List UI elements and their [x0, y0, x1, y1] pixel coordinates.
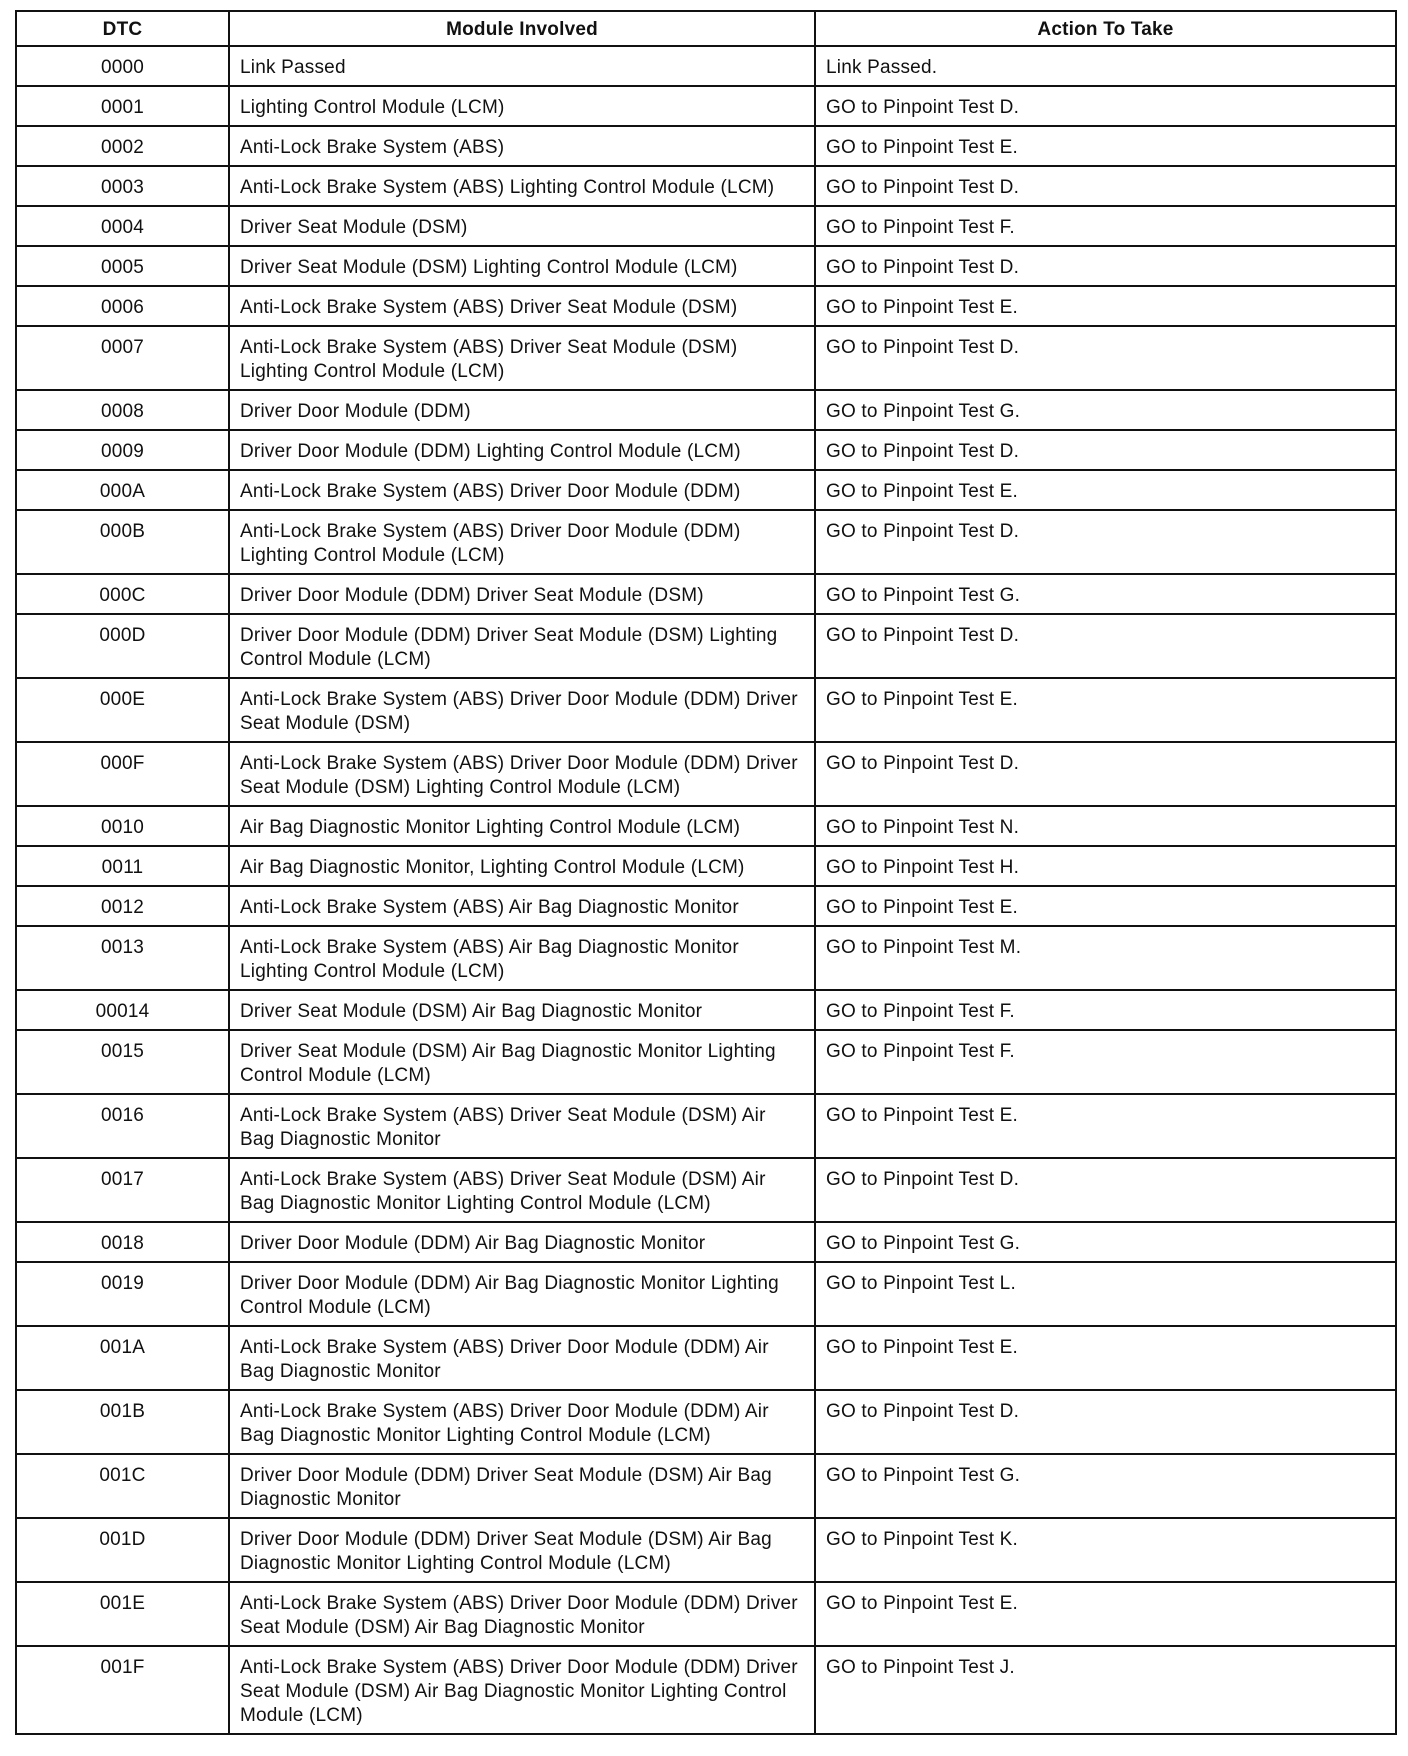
module-involved: Driver Door Module (DDM) Air Bag Diagnostic Monitor Lighting Control Module (LCM): [229, 1262, 815, 1326]
module-involved: Anti-Lock Brake System (ABS) Driver Door Module (DDM) Driver Seat Module (DSM) Lighting Control Module (LCM): [229, 742, 815, 806]
action-to-take: GO to Pinpoint Test E.: [815, 1094, 1396, 1158]
table-row: [16, 1454, 1396, 1518]
dtc-code: 0012: [16, 886, 229, 926]
module-involved: Anti-Lock Brake System (ABS) Driver Door Module (DDM) Driver Seat Module (DSM): [229, 678, 815, 742]
dtc-code: 0004: [16, 206, 229, 246]
dtc-code: 000A: [16, 470, 229, 510]
dtc-code: 001A: [16, 1326, 229, 1390]
action-to-take: GO to Pinpoint Test N.: [815, 806, 1396, 846]
header-action-to-take: Action To Take: [815, 11, 1396, 46]
table-row: [16, 886, 1396, 926]
action-to-take: GO to Pinpoint Test E.: [815, 886, 1396, 926]
action-to-take: GO to Pinpoint Test G.: [815, 574, 1396, 614]
dtc-code: 0005: [16, 246, 229, 286]
module-involved: Driver Seat Module (DSM) Lighting Control Module (LCM): [229, 246, 815, 286]
dtc-code: 00014: [16, 990, 229, 1030]
dtc-code: 000D: [16, 614, 229, 678]
action-to-take: GO to Pinpoint Test D.: [815, 246, 1396, 286]
table-row: [16, 1646, 1396, 1734]
dtc-table-sheet: [15, 10, 1395, 1735]
table-row: [16, 510, 1396, 574]
module-involved: Anti-Lock Brake System (ABS) Air Bag Diagnostic Monitor: [229, 886, 815, 926]
dtc-code: 0008: [16, 390, 229, 430]
dtc-code: 001D: [16, 1518, 229, 1582]
action-to-take: GO to Pinpoint Test G.: [815, 1222, 1396, 1262]
module-involved: Driver Seat Module (DSM) Air Bag Diagnostic Monitor Lighting Control Module (LCM): [229, 1030, 815, 1094]
module-involved: Driver Door Module (DDM) Driver Seat Module (DSM): [229, 574, 815, 614]
module-involved: Anti-Lock Brake System (ABS) Driver Seat Module (DSM) Air Bag Diagnostic Monitor: [229, 1094, 815, 1158]
dtc-code: 000E: [16, 678, 229, 742]
action-to-take: GO to Pinpoint Test F.: [815, 1030, 1396, 1094]
module-involved: Anti-Lock Brake System (ABS) Driver Door Module (DDM): [229, 470, 815, 510]
module-involved: Anti-Lock Brake System (ABS) Driver Door Module (DDM) Lighting Control Module (LCM): [229, 510, 815, 574]
dtc-code: 0019: [16, 1262, 229, 1326]
table-row: [16, 86, 1396, 126]
module-involved: Driver Door Module (DDM) Driver Seat Module (DSM) Air Bag Diagnostic Monitor: [229, 1454, 815, 1518]
module-involved: Anti-Lock Brake System (ABS) Driver Door Module (DDM) Air Bag Diagnostic Monitor Lighting Control Module (LCM): [229, 1390, 815, 1454]
action-to-take: GO to Pinpoint Test E.: [815, 126, 1396, 166]
dtc-code: 0018: [16, 1222, 229, 1262]
module-involved: Air Bag Diagnostic Monitor, Lighting Control Module (LCM): [229, 846, 815, 886]
action-to-take: GO to Pinpoint Test D.: [815, 430, 1396, 470]
table-body: [16, 46, 1396, 1734]
table-header-row: [16, 11, 1396, 46]
action-to-take: GO to Pinpoint Test D.: [815, 86, 1396, 126]
table-row: [16, 926, 1396, 990]
module-involved: Anti-Lock Brake System (ABS): [229, 126, 815, 166]
table-row: [16, 990, 1396, 1030]
module-involved: Driver Door Module (DDM) Lighting Control Module (LCM): [229, 430, 815, 470]
action-to-take: GO to Pinpoint Test E.: [815, 678, 1396, 742]
dtc-code: 001C: [16, 1454, 229, 1518]
module-involved: Air Bag Diagnostic Monitor Lighting Control Module (LCM): [229, 806, 815, 846]
dtc-code: 000B: [16, 510, 229, 574]
table-row: [16, 286, 1396, 326]
table-row: [16, 430, 1396, 470]
table-row: [16, 1262, 1396, 1326]
dtc-code: 001E: [16, 1582, 229, 1646]
action-to-take: GO to Pinpoint Test D.: [815, 1390, 1396, 1454]
module-involved: Anti-Lock Brake System (ABS) Driver Seat Module (DSM) Air Bag Diagnostic Monitor Lighting Control Module (LCM): [229, 1158, 815, 1222]
module-involved: Anti-Lock Brake System (ABS) Driver Door Module (DDM) Driver Seat Module (DSM) Air Bag Diagnostic Monitor: [229, 1582, 815, 1646]
dtc-code: 0003: [16, 166, 229, 206]
action-to-take: GO to Pinpoint Test L.: [815, 1262, 1396, 1326]
table-row: [16, 1582, 1396, 1646]
dtc-code: 000F: [16, 742, 229, 806]
action-to-take: GO to Pinpoint Test E.: [815, 470, 1396, 510]
action-to-take: GO to Pinpoint Test J.: [815, 1646, 1396, 1734]
table-row: [16, 470, 1396, 510]
table-row: [16, 390, 1396, 430]
table-row: [16, 742, 1396, 806]
table-row: [16, 1030, 1396, 1094]
dtc-code: 000C: [16, 574, 229, 614]
module-involved: Driver Door Module (DDM) Air Bag Diagnostic Monitor: [229, 1222, 815, 1262]
module-involved: Anti-Lock Brake System (ABS) Driver Seat Module (DSM): [229, 286, 815, 326]
action-to-take: GO to Pinpoint Test D.: [815, 742, 1396, 806]
dtc-code: 0010: [16, 806, 229, 846]
module-involved: Anti-Lock Brake System (ABS) Air Bag Diagnostic Monitor Lighting Control Module (LCM): [229, 926, 815, 990]
dtc-code: 0016: [16, 1094, 229, 1158]
action-to-take: GO to Pinpoint Test D.: [815, 166, 1396, 206]
action-to-take: GO to Pinpoint Test D.: [815, 510, 1396, 574]
module-involved: Link Passed: [229, 46, 815, 86]
table-row: [16, 1094, 1396, 1158]
header-dtc: DTC: [16, 11, 229, 46]
dtc-code: 0011: [16, 846, 229, 886]
table-row: [16, 1326, 1396, 1390]
dtc-code: 0017: [16, 1158, 229, 1222]
table-row: [16, 614, 1396, 678]
action-to-take: GO to Pinpoint Test F.: [815, 206, 1396, 246]
dtc-code: 0000: [16, 46, 229, 86]
dtc-table: [15, 10, 1397, 1735]
action-to-take: GO to Pinpoint Test G.: [815, 1454, 1396, 1518]
action-to-take: Link Passed.: [815, 46, 1396, 86]
action-to-take: GO to Pinpoint Test E.: [815, 286, 1396, 326]
table-row: [16, 46, 1396, 86]
table-row: [16, 1390, 1396, 1454]
action-to-take: GO to Pinpoint Test K.: [815, 1518, 1396, 1582]
action-to-take: GO to Pinpoint Test F.: [815, 990, 1396, 1030]
table-row: [16, 126, 1396, 166]
action-to-take: GO to Pinpoint Test D.: [815, 1158, 1396, 1222]
table-row: [16, 806, 1396, 846]
module-involved: Driver Seat Module (DSM): [229, 206, 815, 246]
dtc-code: 0001: [16, 86, 229, 126]
action-to-take: GO to Pinpoint Test D.: [815, 326, 1396, 390]
table-row: [16, 1518, 1396, 1582]
module-involved: Lighting Control Module (LCM): [229, 86, 815, 126]
action-to-take: GO to Pinpoint Test E.: [815, 1582, 1396, 1646]
module-involved: Anti-Lock Brake System (ABS) Driver Seat Module (DSM) Lighting Control Module (LCM): [229, 326, 815, 390]
dtc-code: 001F: [16, 1646, 229, 1734]
table-row: [16, 166, 1396, 206]
dtc-code: 001B: [16, 1390, 229, 1454]
table-row: [16, 1158, 1396, 1222]
table-row: [16, 326, 1396, 390]
table-row: [16, 574, 1396, 614]
action-to-take: GO to Pinpoint Test G.: [815, 390, 1396, 430]
dtc-code: 0002: [16, 126, 229, 166]
module-involved: Driver Door Module (DDM): [229, 390, 815, 430]
action-to-take: GO to Pinpoint Test M.: [815, 926, 1396, 990]
table-row: [16, 206, 1396, 246]
action-to-take: GO to Pinpoint Test D.: [815, 614, 1396, 678]
dtc-code: 0015: [16, 1030, 229, 1094]
action-to-take: GO to Pinpoint Test E.: [815, 1326, 1396, 1390]
dtc-code: 0013: [16, 926, 229, 990]
table-row: [16, 678, 1396, 742]
action-to-take: GO to Pinpoint Test H.: [815, 846, 1396, 886]
module-involved: Anti-Lock Brake System (ABS) Lighting Control Module (LCM): [229, 166, 815, 206]
header-module-involved: Module Involved: [229, 11, 815, 46]
dtc-code: 0009: [16, 430, 229, 470]
table-row: [16, 246, 1396, 286]
module-involved: Driver Seat Module (DSM) Air Bag Diagnostic Monitor: [229, 990, 815, 1030]
module-involved: Anti-Lock Brake System (ABS) Driver Door Module (DDM) Air Bag Diagnostic Monitor: [229, 1326, 815, 1390]
dtc-code: 0007: [16, 326, 229, 390]
dtc-code: 0006: [16, 286, 229, 326]
module-involved: Driver Door Module (DDM) Driver Seat Module (DSM) Lighting Control Module (LCM): [229, 614, 815, 678]
table-row: [16, 846, 1396, 886]
table-row: [16, 1222, 1396, 1262]
module-involved: Driver Door Module (DDM) Driver Seat Module (DSM) Air Bag Diagnostic Monitor Lighting Control Module (LCM): [229, 1518, 815, 1582]
module-involved: Anti-Lock Brake System (ABS) Driver Door Module (DDM) Driver Seat Module (DSM) Air Bag Diagnostic Monitor Lighting Control Module (LCM): [229, 1646, 815, 1734]
